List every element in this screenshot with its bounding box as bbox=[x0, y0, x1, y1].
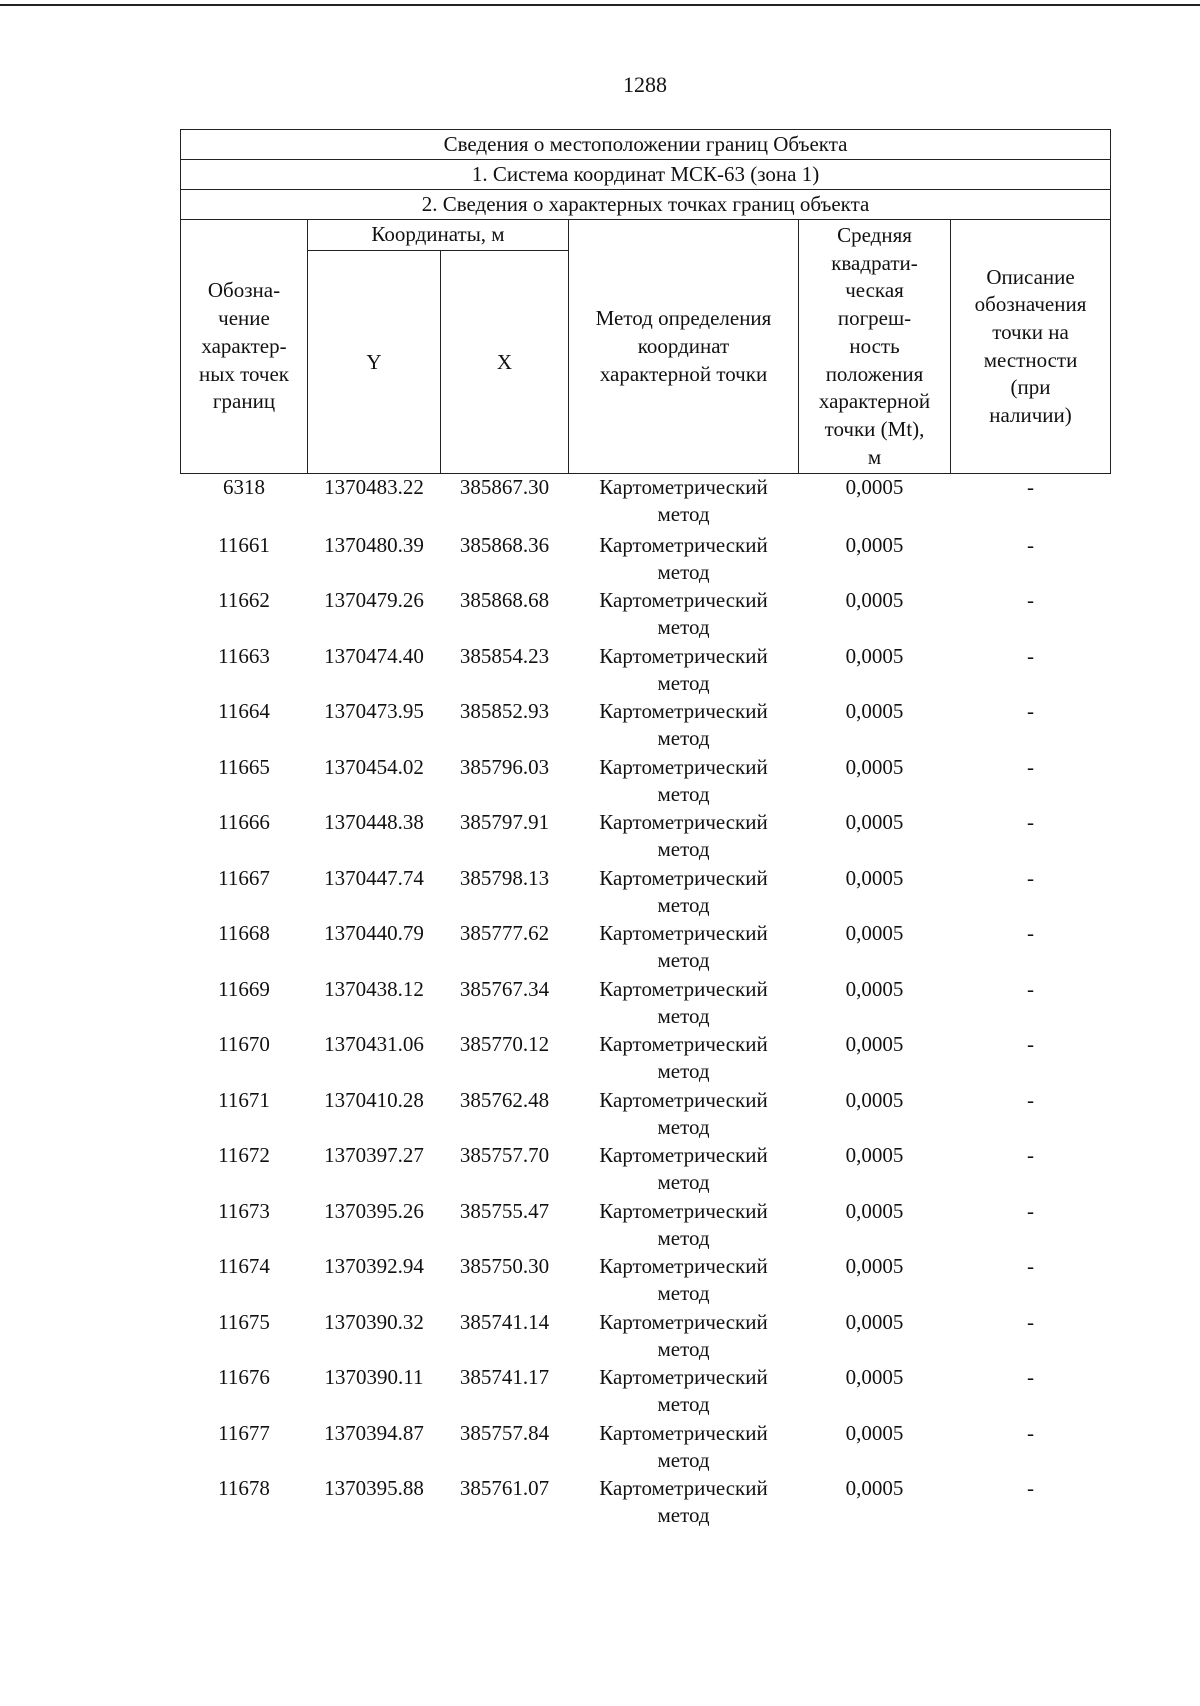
cell-coordinate-y: 1370390.11 bbox=[324, 1365, 424, 1390]
cell-coordinate-y: 1370483.22 bbox=[324, 475, 424, 500]
cell-description: - bbox=[1027, 1476, 1035, 1501]
cell-point-id: 11675 bbox=[218, 1309, 270, 1334]
cell-description: - bbox=[1027, 1420, 1035, 1445]
cell-coordinate-x: 385741.17 bbox=[459, 1365, 550, 1390]
header-error bbox=[799, 220, 951, 474]
cell-point-id: 11661 bbox=[218, 532, 270, 557]
cell-error: 0,0005 bbox=[845, 1087, 904, 1112]
cell-coordinate-x: 385767.34 bbox=[459, 976, 550, 1001]
cell-error: 0,0005 bbox=[845, 1254, 904, 1279]
header-error-text: Средняя квадрати- ческая погреш- ность положения характерной точки (Mt), м bbox=[818, 223, 931, 469]
banner-row bbox=[181, 160, 1111, 190]
table-row bbox=[181, 587, 1111, 643]
cell-point-id: 11671 bbox=[218, 1087, 270, 1112]
cell-method: Картометрический метод bbox=[599, 921, 768, 973]
cell-coordinate-y: 1370440.79 bbox=[324, 921, 424, 946]
table-row bbox=[181, 1087, 1111, 1143]
cell-point-id: 11666 bbox=[218, 810, 270, 835]
table-row bbox=[181, 474, 1111, 532]
cell-method: Картометрический метод bbox=[599, 699, 768, 751]
cell-method: Картометрический метод bbox=[599, 1365, 768, 1417]
cell-method: Картометрический метод bbox=[599, 1254, 768, 1306]
cell-description: - bbox=[1027, 1032, 1035, 1057]
cell-point-id: 11665 bbox=[218, 754, 270, 779]
cell-error: 0,0005 bbox=[845, 532, 904, 557]
cell-description: - bbox=[1027, 921, 1035, 946]
cell-method: Картометрический метод bbox=[599, 475, 768, 527]
cell-error: 0,0005 bbox=[845, 1476, 904, 1501]
cell-coordinate-y: 1370397.27 bbox=[324, 1143, 424, 1168]
page-number: 1288 bbox=[623, 72, 667, 97]
table-row bbox=[181, 1198, 1111, 1254]
cell-method: Картометрический метод bbox=[599, 643, 768, 695]
cell-description: - bbox=[1027, 810, 1035, 835]
header-designation bbox=[181, 220, 308, 474]
cell-description: - bbox=[1027, 475, 1035, 500]
cell-coordinate-x: 385762.48 bbox=[459, 1087, 550, 1112]
cell-description: - bbox=[1027, 699, 1035, 724]
cell-error: 0,0005 bbox=[845, 976, 904, 1001]
header-method-text: Метод определения координат характерной точки bbox=[595, 306, 772, 386]
cell-method: Картометрический метод bbox=[599, 1087, 768, 1139]
cell-description: - bbox=[1027, 1365, 1035, 1390]
cell-description: - bbox=[1027, 754, 1035, 779]
cell-method: Картометрический метод bbox=[599, 810, 768, 862]
header-x: X bbox=[441, 251, 569, 474]
cell-error: 0,0005 bbox=[845, 1143, 904, 1168]
cell-coordinate-x: 385867.30 bbox=[459, 475, 550, 500]
boundary-points-table bbox=[180, 129, 1111, 1531]
banner-characteristic-points: 2. Сведения о характерных точках границ объекта bbox=[181, 190, 1111, 220]
cell-coordinate-y: 1370480.39 bbox=[324, 532, 424, 557]
cell-method: Картометрический метод bbox=[599, 1309, 768, 1361]
table-row bbox=[181, 920, 1111, 976]
cell-point-id: 11667 bbox=[218, 865, 270, 890]
cell-point-id: 11678 bbox=[218, 1476, 270, 1501]
cell-coordinate-x: 385741.14 bbox=[459, 1309, 550, 1334]
cell-error: 0,0005 bbox=[845, 643, 904, 668]
banner-object-boundaries: Сведения о местоположении границ Объекта bbox=[181, 130, 1111, 160]
cell-error: 0,0005 bbox=[845, 1365, 904, 1390]
cell-method: Картометрический метод bbox=[599, 1420, 768, 1472]
cell-error: 0,0005 bbox=[845, 865, 904, 890]
cell-description: - bbox=[1027, 1087, 1035, 1112]
table-header bbox=[181, 130, 1111, 474]
cell-error: 0,0005 bbox=[845, 1032, 904, 1057]
header-y: Y bbox=[308, 251, 441, 474]
table-row bbox=[181, 532, 1111, 588]
cell-coordinate-y: 1370395.26 bbox=[324, 1198, 424, 1223]
cell-coordinate-y: 1370447.74 bbox=[324, 865, 424, 890]
cell-method: Картометрический метод bbox=[599, 1143, 768, 1195]
cell-description: - bbox=[1027, 1198, 1035, 1223]
cell-coordinate-x: 385761.07 bbox=[459, 1476, 550, 1501]
cell-coordinate-y: 1370479.26 bbox=[324, 588, 424, 613]
table-row bbox=[181, 698, 1111, 754]
cell-error: 0,0005 bbox=[845, 1309, 904, 1334]
cell-coordinate-x: 385868.36 bbox=[459, 532, 550, 557]
cell-point-id: 11677 bbox=[218, 1420, 270, 1445]
table-row bbox=[181, 643, 1111, 699]
cell-coordinate-y: 1370410.28 bbox=[324, 1087, 424, 1112]
cell-method: Картометрический метод bbox=[599, 588, 768, 640]
cell-point-id: 11663 bbox=[218, 643, 270, 668]
cell-method: Картометрический метод bbox=[599, 1476, 768, 1528]
cell-point-id: 11668 bbox=[218, 921, 270, 946]
cell-coordinate-y: 1370395.88 bbox=[324, 1476, 424, 1501]
cell-coordinate-x: 385868.68 bbox=[459, 588, 550, 613]
cell-coordinate-x: 385854.23 bbox=[459, 643, 550, 668]
cell-method: Картометрический метод bbox=[599, 754, 768, 806]
cell-coordinate-x: 385798.13 bbox=[459, 865, 550, 890]
cell-description: - bbox=[1027, 1254, 1035, 1279]
cell-point-id: 11669 bbox=[218, 976, 270, 1001]
cell-description: - bbox=[1027, 1143, 1035, 1168]
cell-coordinate-y: 1370390.32 bbox=[324, 1309, 424, 1334]
cell-coordinate-y: 1370431.06 bbox=[324, 1032, 424, 1057]
cell-error: 0,0005 bbox=[845, 1420, 904, 1445]
cell-method: Картометрический метод bbox=[599, 1032, 768, 1084]
cell-coordinate-y: 1370392.94 bbox=[324, 1254, 424, 1279]
cell-description: - bbox=[1027, 865, 1035, 890]
cell-error: 0,0005 bbox=[845, 475, 904, 500]
cell-method: Картометрический метод bbox=[599, 865, 768, 917]
table-row bbox=[181, 1031, 1111, 1087]
table-row bbox=[181, 754, 1111, 810]
header-designation-text: Обозна- чение характер- ных точек границ bbox=[198, 278, 290, 414]
cell-coordinate-y: 1370473.95 bbox=[324, 699, 424, 724]
cell-method: Картометрический метод bbox=[599, 532, 768, 584]
cell-coordinate-y: 1370448.38 bbox=[324, 810, 424, 835]
banner-coordinate-system: 1. Система координат МСК-63 (зона 1) bbox=[181, 160, 1111, 190]
cell-error: 0,0005 bbox=[845, 921, 904, 946]
cell-point-id: 11674 bbox=[218, 1254, 270, 1279]
table-row bbox=[181, 865, 1111, 921]
header-coordinates: Координаты, м bbox=[308, 220, 569, 251]
cell-coordinate-y: 1370474.40 bbox=[324, 643, 424, 668]
cell-point-id: 11664 bbox=[218, 699, 270, 724]
cell-coordinate-x: 385770.12 bbox=[459, 1032, 550, 1057]
header-description bbox=[951, 220, 1111, 474]
header-method bbox=[569, 220, 799, 474]
cell-description: - bbox=[1027, 643, 1035, 668]
banner-row bbox=[181, 130, 1111, 160]
table-body bbox=[181, 474, 1111, 1531]
table-row bbox=[181, 1364, 1111, 1420]
cell-coordinate-x: 385797.91 bbox=[459, 810, 550, 835]
cell-coordinate-x: 385777.62 bbox=[459, 921, 550, 946]
table-row bbox=[181, 1253, 1111, 1309]
cell-error: 0,0005 bbox=[845, 754, 904, 779]
cell-point-id: 11672 bbox=[218, 1143, 270, 1168]
cell-description: - bbox=[1027, 588, 1035, 613]
cell-coordinate-y: 1370394.87 bbox=[324, 1420, 424, 1445]
table-row bbox=[181, 809, 1111, 865]
table-row bbox=[181, 1420, 1111, 1476]
column-header-row bbox=[181, 220, 1111, 251]
table-row bbox=[181, 1309, 1111, 1365]
cell-coordinate-y: 1370454.02 bbox=[324, 754, 424, 779]
cell-coordinate-x: 385755.47 bbox=[459, 1198, 550, 1223]
cell-point-id: 6318 bbox=[223, 475, 265, 500]
cell-method: Картометрический метод bbox=[599, 1198, 768, 1250]
cell-error: 0,0005 bbox=[845, 699, 904, 724]
cell-method: Картометрический метод bbox=[599, 976, 768, 1028]
banner-row bbox=[181, 190, 1111, 220]
cell-point-id: 11676 bbox=[218, 1365, 270, 1390]
cell-point-id: 11670 bbox=[218, 1032, 270, 1057]
cell-description: - bbox=[1027, 976, 1035, 1001]
cell-description: - bbox=[1027, 532, 1035, 557]
cell-error: 0,0005 bbox=[845, 588, 904, 613]
cell-coordinate-x: 385757.84 bbox=[459, 1420, 550, 1445]
table-row bbox=[181, 1142, 1111, 1198]
top-rule bbox=[0, 4, 1200, 6]
cell-coordinate-y: 1370438.12 bbox=[324, 976, 424, 1001]
header-description-text: Описание обозначения точки на местности (при наличии) bbox=[974, 264, 1087, 428]
cell-error: 0,0005 bbox=[845, 810, 904, 835]
table-row bbox=[181, 976, 1111, 1032]
cell-coordinate-x: 385750.30 bbox=[459, 1254, 550, 1279]
cell-coordinate-x: 385796.03 bbox=[459, 754, 550, 779]
cell-coordinate-x: 385852.93 bbox=[459, 699, 550, 724]
cell-point-id: 11673 bbox=[218, 1198, 270, 1223]
cell-coordinate-x: 385757.70 bbox=[459, 1143, 550, 1168]
cell-description: - bbox=[1027, 1309, 1035, 1334]
cell-error: 0,0005 bbox=[845, 1198, 904, 1223]
table-row bbox=[181, 1475, 1111, 1531]
cell-point-id: 11662 bbox=[218, 588, 270, 613]
